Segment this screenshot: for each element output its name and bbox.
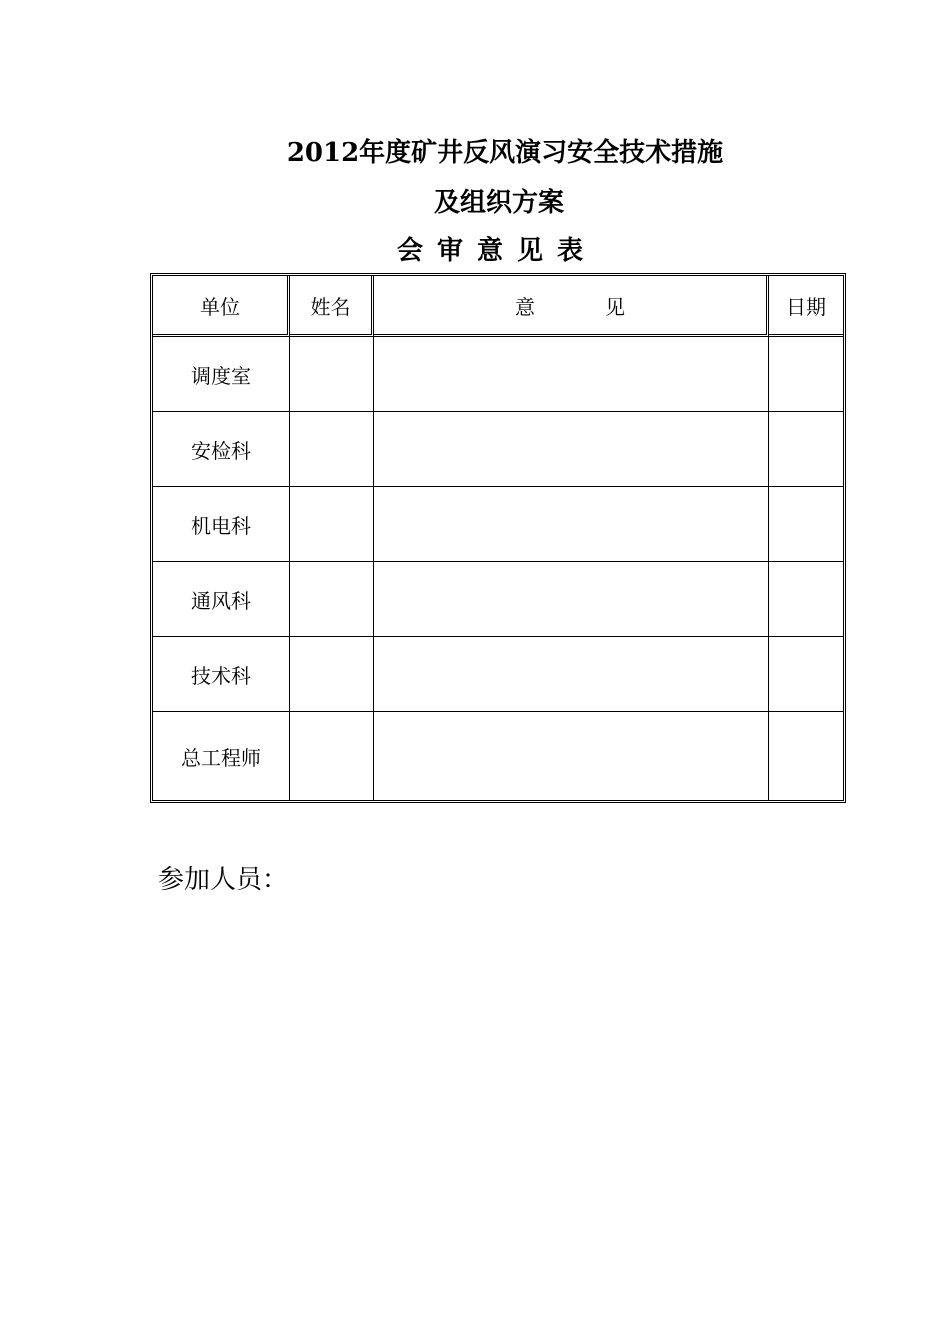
opinion-cell[interactable] [374, 712, 769, 800]
name-cell[interactable] [290, 637, 374, 712]
header-opinion-left: 意 [515, 294, 535, 319]
table-row [153, 337, 843, 412]
header-opinion-right: 见 [605, 294, 625, 319]
unit-cell: 总工程师 [153, 712, 290, 800]
name-cell[interactable] [290, 712, 374, 800]
document-subtitle: 及组织方案 [433, 188, 564, 218]
table-row [153, 637, 843, 712]
table-row [153, 712, 843, 800]
date-cell[interactable] [769, 412, 843, 487]
name-cell[interactable] [290, 487, 374, 562]
header-unit: 单位 [153, 276, 290, 337]
opinion-cell[interactable] [374, 637, 769, 712]
table-header-row [153, 276, 843, 337]
review-opinion-table [150, 273, 846, 803]
table-row [153, 487, 843, 562]
unit-cell: 安检科 [153, 412, 290, 487]
unit-cell: 技术科 [153, 637, 290, 712]
form-title: 会审意见表 [396, 236, 597, 266]
date-cell[interactable] [769, 712, 843, 800]
opinion-cell[interactable] [374, 562, 769, 637]
name-cell[interactable] [290, 337, 374, 412]
table-row [153, 412, 843, 487]
date-cell[interactable] [769, 487, 843, 562]
name-cell[interactable] [290, 412, 374, 487]
opinion-cell[interactable] [374, 337, 769, 412]
header-date: 日期 [769, 276, 843, 337]
unit-cell: 通风科 [153, 562, 290, 637]
header-opinion [374, 276, 769, 337]
header-name: 姓名 [290, 276, 374, 337]
name-cell[interactable] [290, 562, 374, 637]
document-title: 2012年度矿井反风演习安全技术措施 [286, 138, 724, 168]
participants-label: 参加人员： [158, 865, 289, 895]
date-cell[interactable] [769, 337, 843, 412]
date-cell[interactable] [769, 637, 843, 712]
opinion-cell[interactable] [374, 487, 769, 562]
table-row [153, 562, 843, 637]
opinion-cell[interactable] [374, 412, 769, 487]
unit-cell: 机电科 [153, 487, 290, 562]
date-cell[interactable] [769, 562, 843, 637]
unit-cell: 调度室 [153, 337, 290, 412]
